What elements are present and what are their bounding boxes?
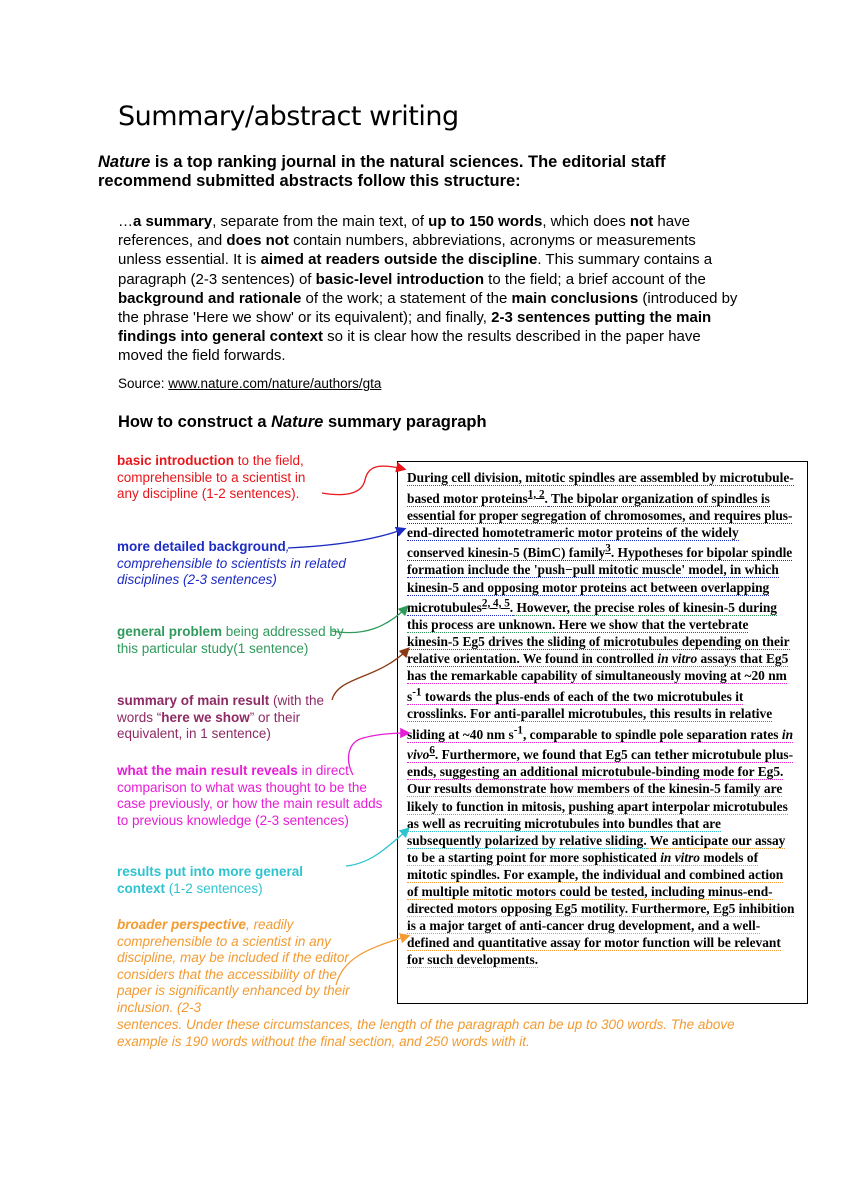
abstract-segment: The bipolar organization of spindles is essential for proper segregation of chromosomes, and requires plus-end-directed homotetrameric motor proteins of the widely conserved kinesin-5 (BimC) family$^3$. Hypotheses for bipolar spindle formation include the 'push−pull mitotic muscle' model, in which kinesin-5 and opposing motor proteins act between overlapping microtubules$^{2, 4, 5}$.	[407, 490, 793, 616]
paragraph-text: to the field; a brief account of the	[484, 270, 706, 288]
arrow-result-reveals	[349, 733, 408, 775]
paragraph-emphasis: basic-level introduction	[315, 270, 484, 288]
heading-post: summary paragraph	[323, 413, 487, 431]
label-part: what the main result reveals	[117, 763, 298, 778]
arrow-general-context	[346, 829, 408, 866]
label-part: summary of main result	[117, 693, 270, 708]
label-part: ” or their equivalent, in 1 sentence)	[117, 709, 301, 741]
intro-journal: Nature	[98, 153, 151, 171]
paragraph-emphasis: up to 150 words	[428, 213, 543, 230]
paragraph-emphasis: does not	[226, 232, 289, 250]
paragraph-text: have references, and	[118, 213, 690, 250]
abstract-segment: Here we show that the vertebrate kinesin-5 Eg5 drives the sliding of microtubules depending on their relative orientation.	[407, 617, 790, 667]
arrow-basic-introduction	[322, 466, 404, 495]
abstract-segment: We anticipate our assay to be a starting point for more sophisticated in vitro models of mitotic spindles. For example, the individual and combined action of multiple mitotic motors could be tested, including minus-end-directed motors opposing Eg5 motility. Furthermore, Eg5 inhibition is a major target of anti-cancer drug development, and a well-defined and quantitative assay for motor function will be relevant for such developments.	[407, 832, 795, 968]
arrow-general-problem	[332, 607, 407, 633]
label-part: to the field, comprehensible to a scientist in any discipline (1-2 sentences).	[117, 453, 306, 501]
intro-rest: is a top ranking journal in the natural sciences. The editorial staff recommend submitted abstracts follow this structure:	[98, 153, 666, 190]
label-part: more detailed background	[117, 539, 286, 554]
heading-pre: How to construct a	[118, 413, 272, 431]
paragraph-text: . This summary contains a paragraph (2-3 sentences) of	[118, 251, 713, 288]
abstract-segment: However, the precise roles of kinesin-5 during this process are unknown.	[407, 600, 777, 633]
paragraph-emphasis: 2-3 sentences putting the main findings into general context	[118, 309, 712, 346]
paragraph-emphasis: background and rationale	[118, 289, 302, 307]
abstract-segment: Our results demonstrate how members of the kinesin-5 family are likely to function in mitosis, pushing apart interpolar microtubules as well as recruiting microtubules into bundles that are subsequently polarized by relative sliding.	[407, 781, 788, 848]
source-link[interactable]: www.nature.com/nature/authors/gta	[168, 376, 382, 391]
paragraph-emphasis: not	[629, 213, 654, 230]
abstract-segment: During cell division, mitotic spindles are assembled by microtubule-based motor proteins$^{1, 2}$.	[407, 470, 794, 506]
arrow-broader-perspective	[336, 936, 408, 985]
arrow-background	[288, 529, 404, 548]
paragraph-text: , separate from the main text, of	[212, 213, 429, 230]
paragraph-text: , which does	[542, 213, 630, 230]
abstract-segment: We found in controlled in vitro assays that Eg5 has the remarkable capability of simultaneously moving at ~20 nm $s^{-1}$ towards the plus-ends of each of the two microtubules it crosslinks. For anti-parallel microtubules, this results in relative sliding at ~40 nm $s^{-1}$, comparable to spindle pole separation rates in vivo$^6$. Furthermore, we found that Eg5 can tether microtubule plus-ends, suggesting an additional microtubule-binding mode for Eg5.	[407, 651, 794, 780]
arrow-main-result	[332, 649, 408, 700]
label-part: here we show	[161, 709, 250, 725]
paragraph-emphasis: a summary	[133, 213, 213, 230]
heading-journal: Nature	[271, 413, 324, 431]
label-part: being addressed by this particular study(1 sentence)	[117, 624, 344, 656]
paragraph-text: (introduced by the phrase 'Here we show' or its equivalent); and finally,	[118, 289, 738, 327]
label-part: broader perspective	[117, 917, 247, 932]
paragraph-emphasis: main conclusions	[511, 289, 639, 307]
paragraph-text: so it is clear how the results described in the paper have moved the field forwards.	[118, 328, 701, 365]
label-part: in direct comparison to what was thought to be the case previously, or how the main result adds to previous knowledge (2-3 sentences)	[117, 763, 383, 828]
label-part: (with the words “	[117, 693, 325, 725]
label-part: basic introduction	[117, 453, 235, 468]
paragraph-text: of the work; a statement of the	[301, 289, 512, 307]
paragraph-text: contain numbers, abbreviations, acronyms or measurements unless essential. It is	[118, 232, 696, 269]
paragraph-emphasis: aimed at readers outside the discipline	[260, 251, 538, 269]
source-label: Source:	[118, 376, 169, 391]
label-part: general problem	[117, 624, 223, 639]
label-broader-perspective-continued: sentences. Under these circumstances, the length of the paragraph can be up to 300 words. The above example is 190 words without the final section, and 250 words with it.	[117, 1017, 735, 1049]
label-part: (1-2 sentences)	[165, 880, 263, 896]
page-title: Summary/abstract writing	[118, 101, 459, 132]
label-part: , comprehensible to scientists in related disciplines (2-3 sentences)	[117, 539, 346, 587]
label-part: , readily comprehensible to a scientist in any discipline, may be included if the editor considers that the accessibility of the paper is significantly enhanced by their inclusion. (2-3	[117, 917, 350, 1015]
paragraph-text: …	[118, 213, 133, 230]
label-part: results put into more general context	[117, 864, 304, 896]
